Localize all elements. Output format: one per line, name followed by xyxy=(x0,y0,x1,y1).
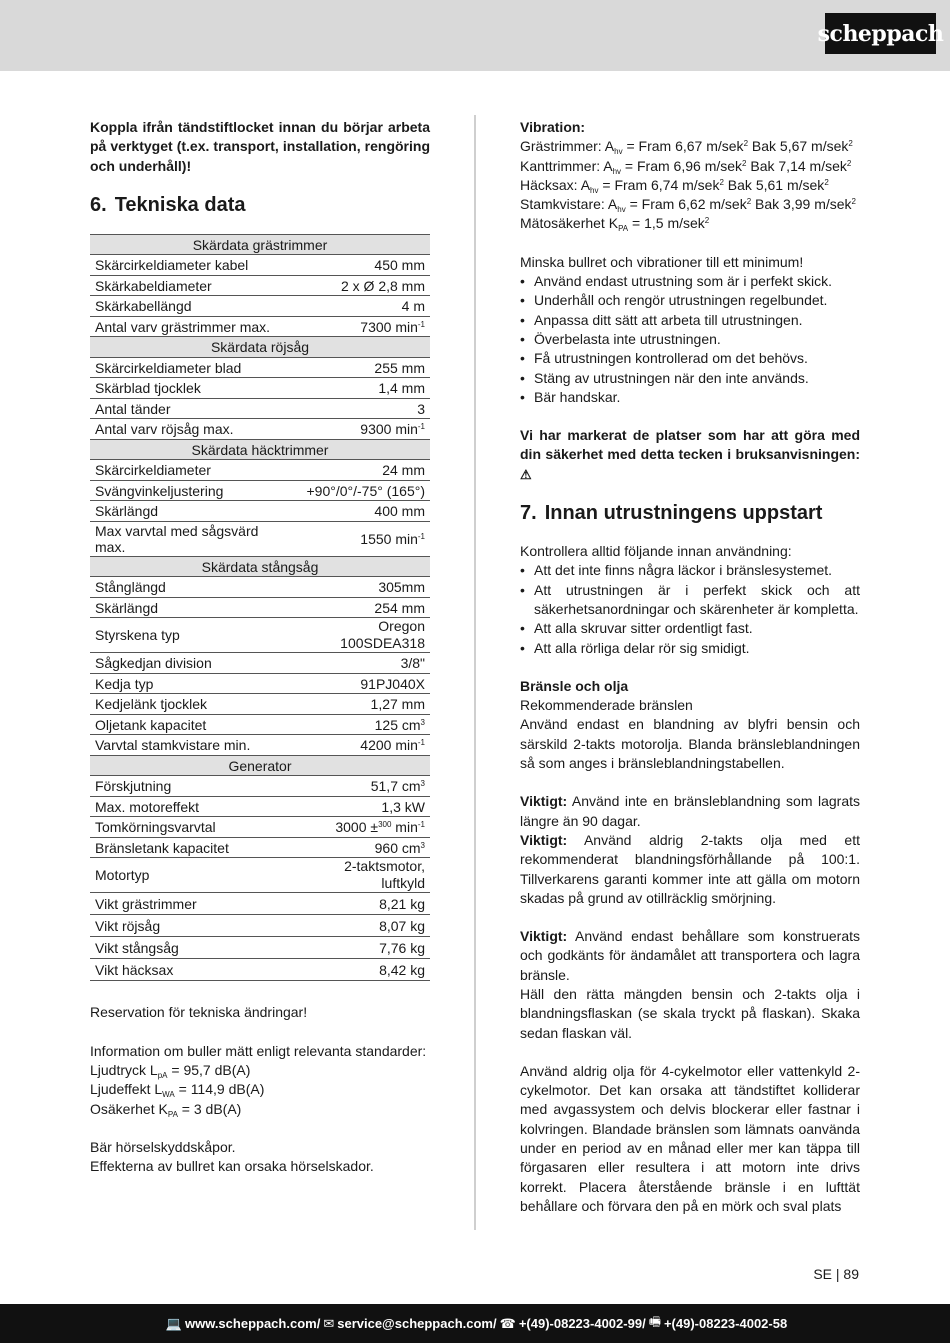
spec-value: 9300 $\min^{-1}$ xyxy=(290,419,430,440)
spec-section-row xyxy=(90,439,430,460)
spec-row xyxy=(90,937,430,959)
spec-row xyxy=(90,893,430,915)
fuel-paragraph: Använd aldrig olja för 4-cykelmotor eller vattenkyld 2-cykelmotor. Det kan orsaka att tändstiftet kolliderar med avgassystem och delvis blockerar eller fastnar i kolvringen. Blandade bränslen som lämnats oanvända under en period av en månad eller mer kan täppa till förgasaren eller resultera i att motorn inte drivs korrekt. Placera återstående bränsle i en lufttät behållare och förvara den på en mörk och sval plats xyxy=(520,1062,860,1214)
spec-section-header: Skärdata stångsåg xyxy=(90,556,430,577)
spec-section-row xyxy=(90,337,430,358)
list-item: • Stäng av utrustningen när den inte används. xyxy=(520,369,860,388)
spec-value: 255 mm xyxy=(290,357,430,378)
spec-value: 1550 $\min^{-1}$ xyxy=(290,521,430,556)
spec-label: Vikt stångsåg xyxy=(90,937,290,959)
vibration-line: Stamkvistare: $A_{hv}$ = Fram 6,62 m/sek$^2$ Bak 3,99 m/sek$^2$ xyxy=(520,196,856,215)
section-6-heading xyxy=(90,193,430,217)
spec-value: 24 mm xyxy=(290,460,430,481)
spec-label: Skärcirkeldiameter blad xyxy=(90,357,290,378)
spec-row xyxy=(90,275,430,296)
left-column xyxy=(90,118,430,1176)
spec-label: Skärkabeldiameter xyxy=(90,275,290,296)
spec-label: Varvtal stamkvistare min. xyxy=(90,735,290,756)
check-list xyxy=(520,561,860,657)
footer-separator: / xyxy=(493,1316,497,1331)
ear-protection-note: Bär hörselskyddskåpor. xyxy=(90,1138,236,1155)
list-item: • Att utrustningen är i perfekt skick och att säkerhetsanordningar och skärenheter är kompletta. xyxy=(520,581,860,620)
page-number: SE | 89 xyxy=(813,1266,859,1282)
spec-label: Skärcirkeldiameter xyxy=(90,460,290,481)
spec-row xyxy=(90,378,430,399)
spec-value: 3000 ±$^{300}$ $\min^{-1}$ xyxy=(290,817,430,838)
list-item: • Anpassa ditt sätt att arbeta till utrustningen. xyxy=(520,311,860,330)
spec-label: Förskjutning xyxy=(90,776,290,797)
spec-label: Kedja typ xyxy=(90,673,290,694)
noise-line: Osäkerhet $K_{PA} = 3$ dB(A) xyxy=(90,1100,242,1119)
scheppach-logo xyxy=(817,13,944,54)
spec-label: Skärcirkeldiameter kabel xyxy=(90,255,290,276)
important-note: Viktigt: Använd aldrig 2-takts olja med ett rekommenderat blandningsförhållande på 100:1. Tillverkarens garanti kommer inte att gälla om motorn skadas på grund av otillräcklig smörjning. xyxy=(520,831,860,906)
fuel-paragraph: Använd endast en blandning av blyfri bensin och särskild 2-takts motorolja. Blanda bränsleblandningen så som anges i bränsleblandningstabellen. xyxy=(520,716,860,772)
spec-section-row xyxy=(90,234,430,255)
spec-value: 125 $cm^3$ xyxy=(290,714,430,735)
footer-bar xyxy=(0,1304,950,1343)
spec-value: +90°/0°/-75° (165°) xyxy=(290,480,430,501)
spec-value: 2 x Ø 2,8 mm xyxy=(290,275,430,296)
important-note: Viktigt: Använd inte en bränsleblandning som lagrats längre än 90 dagar. xyxy=(520,793,860,829)
spec-label: Oljetank kapacitet xyxy=(90,714,290,735)
spec-section-row xyxy=(90,556,430,577)
list-item: • Använd endast utrustning som är i perfekt skick. xyxy=(520,272,860,291)
spec-value: 400 mm xyxy=(290,501,430,522)
safety-marking-note: Vi har markerat de platser som har att göra med din säkerhet med detta tecken i bruksanvisningen: ⚠ xyxy=(520,427,860,482)
spec-row xyxy=(90,577,430,598)
check-intro: Kontrollera alltid följande innan användning: xyxy=(520,543,792,560)
reduce-intro: Minska bullret och vibrationer till ett minimum! xyxy=(520,253,804,270)
spec-value: 8,07 kg xyxy=(290,915,430,937)
spec-label: Tomkörningsvarvtal xyxy=(90,817,290,838)
spec-label: Antal varv grästrimmer max. xyxy=(90,316,290,337)
noise-line: Ljudtryck $L_{pA} = 95,7$ dB(A) xyxy=(90,1061,251,1080)
email-link[interactable]: service@scheppach.com xyxy=(337,1316,493,1331)
list-item: • Överbelasta inte utrustningen. xyxy=(520,330,860,349)
spec-row xyxy=(90,521,430,556)
spec-row xyxy=(90,501,430,522)
spec-label: Vikt grästrimmer xyxy=(90,893,290,915)
vibration-line: Kanttrimmer: $A_{hv}$ = Fram 6,96 m/sek$^2$ Bak 7,14 m/sek$^2$ xyxy=(520,157,852,176)
hearing-damage-note: Effekterna av bullret kan orsaka hörselskador. xyxy=(90,1158,374,1175)
spec-label: Vikt häcksax xyxy=(90,959,290,981)
phone-number: +(49)-08223-4002-99 xyxy=(518,1316,643,1331)
spec-table xyxy=(90,234,430,982)
spec-value: 8,42 kg xyxy=(290,959,430,981)
spec-label: Antal varv röjsåg max. xyxy=(90,419,290,440)
spec-label: Antal tänder xyxy=(90,398,290,419)
spec-label: Svängvinkeljustering xyxy=(90,480,290,501)
spec-section-row xyxy=(90,755,430,776)
spec-row xyxy=(90,694,430,715)
spec-row xyxy=(90,776,430,797)
spec-row xyxy=(90,735,430,756)
spec-label: Skärblad tjocklek xyxy=(90,378,290,399)
spec-value: 2-taktsmotor, luftkyld xyxy=(290,858,430,893)
logo-text: scheppach xyxy=(817,20,944,47)
spec-row xyxy=(90,653,430,674)
spec-value: 7300 $\min^{-1}$ xyxy=(290,316,430,337)
intro-warning: Koppla ifrån tändstiftlocket innan du börjar arbeta på verktyget (t.ex. transport, installation, rengöring och underhåll)! xyxy=(90,119,430,174)
vibration-line: Grästrimmer: $A_{hv}$ = Fram 6,67 m/sek$^2$ Bak 5,67 m/sek$^2$ xyxy=(520,138,853,157)
spec-label: Kedjelänk tjocklek xyxy=(90,694,290,715)
spec-label: Skärlängd xyxy=(90,597,290,618)
phone-icon: ☎ xyxy=(499,1315,516,1331)
list-item: • Få utrustningen kontrollerad om det behövs. xyxy=(520,349,860,368)
list-item: • Att alla skruvar sitter ordentligt fast. xyxy=(520,619,860,638)
footer-separator: / xyxy=(316,1316,321,1331)
spec-row xyxy=(90,837,430,858)
spec-value: 960 $cm^3$ xyxy=(290,837,430,858)
important-note: Viktigt: Använd endast behållare som konstruerats och godkänts för ändamålet att transportera och lagra bränsle. xyxy=(520,928,860,983)
section-7-heading xyxy=(520,501,860,525)
section-title: Tekniska data xyxy=(114,193,246,216)
list-item: • Underhåll och rengör utrustningen regelbundet. xyxy=(520,291,860,310)
spec-row xyxy=(90,858,430,893)
section-number: 7. xyxy=(520,502,537,525)
mail-icon: ✉ xyxy=(323,1315,335,1331)
spec-value: 305mm xyxy=(290,577,430,598)
spec-value: 4 m xyxy=(290,296,430,317)
fuel-subtitle: Rekommenderade bränslen xyxy=(520,697,693,714)
spec-value: 1,3 kW xyxy=(290,796,430,817)
header-bar xyxy=(0,0,950,71)
section-title: Innan utrustningens uppstart xyxy=(544,502,823,525)
spec-row xyxy=(90,714,430,735)
website-link[interactable]: www.scheppach.com xyxy=(184,1316,317,1331)
spec-value: 1,4 mm xyxy=(290,378,430,399)
spec-label: Max. motoreffekt xyxy=(90,796,290,817)
spec-row xyxy=(90,673,430,694)
spec-row xyxy=(90,255,430,276)
footer-separator: / xyxy=(642,1316,646,1331)
spec-label: Skärlängd xyxy=(90,501,290,522)
spec-row xyxy=(90,597,430,618)
reduce-list xyxy=(520,272,860,407)
spec-value: 1,27 mm xyxy=(290,694,430,715)
spec-value: 3/8" xyxy=(290,653,430,674)
spec-row xyxy=(90,959,430,981)
spec-value: 8,21 kg xyxy=(290,893,430,915)
spec-value: Oregon 100SDEA318 xyxy=(290,618,430,653)
spec-row xyxy=(90,460,430,481)
spec-value: 91PJ040X xyxy=(290,673,430,694)
spec-value: 4200 $\min^{-1}$ xyxy=(290,735,430,756)
spec-label: Sågkedjan division xyxy=(90,653,290,674)
fuel-title: Bränsle och olja xyxy=(520,677,629,694)
warning-triangle-icon: ⚠ xyxy=(520,466,532,482)
spec-label: Max varvtal med sågsvärd max. xyxy=(90,521,290,556)
spec-row xyxy=(90,316,430,337)
fax-icon: 🖷 xyxy=(648,1313,661,1329)
spec-label: Styrskena typ xyxy=(90,618,290,653)
reservation-note: Reservation för tekniska ändringar! xyxy=(90,1004,308,1021)
spec-row xyxy=(90,296,430,317)
spec-section-header: Generator xyxy=(90,755,430,776)
spec-value: 3 xyxy=(290,398,430,419)
spec-label: Bränsletank kapacitet xyxy=(90,837,290,858)
spec-row xyxy=(90,618,430,653)
noise-intro: Information om buller mätt enligt relevanta standarder: xyxy=(90,1042,427,1059)
spec-value: 450 mm xyxy=(290,255,430,276)
list-item: • Att alla rörliga delar rör sig smidigt. xyxy=(520,639,860,658)
spec-value: 51,7 $cm^3$ xyxy=(290,776,430,797)
section-number: 6. xyxy=(90,193,107,216)
spec-section-header: Skärdata häcktrimmer xyxy=(90,439,430,460)
noise-line: Ljudeffekt $L_{WA} = 114,9$ dB(A) xyxy=(90,1081,265,1100)
spec-value: 254 mm xyxy=(290,597,430,618)
vibration-title: Vibration: xyxy=(520,119,586,135)
fax-number: +(49)-08223-4002-58 xyxy=(663,1316,788,1331)
vibration-line: Mätosäkerhet $K_{PA} = 1,5$ m/sek$^2$ xyxy=(520,215,710,234)
spec-row xyxy=(90,817,430,838)
spec-label: Vikt röjsåg xyxy=(90,915,290,937)
list-item: • Bär handskar. xyxy=(520,388,860,407)
spec-section-header: Skärdata grästrimmer xyxy=(90,234,430,255)
right-column xyxy=(520,118,860,1216)
spec-row xyxy=(90,480,430,501)
list-item: • Att det inte finns några läckor i bränslesystemet. xyxy=(520,561,860,580)
spec-label: Motortyp xyxy=(90,858,290,893)
fuel-paragraph: Häll den rätta mängden bensin och 2-takts olja i blandningsflaskan (se skala tryckt på flaskan). Skaka sedan flaskan väl. xyxy=(520,985,860,1041)
spec-row xyxy=(90,796,430,817)
spec-row xyxy=(90,357,430,378)
column-divider xyxy=(474,115,476,1230)
spec-row xyxy=(90,419,430,440)
spec-row xyxy=(90,398,430,419)
spec-label: Stånglängd xyxy=(90,577,290,598)
computer-icon: 💻 xyxy=(165,1315,182,1331)
spec-row xyxy=(90,915,430,937)
spec-label: Skärkabellängd xyxy=(90,296,290,317)
spec-section-header: Skärdata röjsåg xyxy=(90,337,430,358)
vibration-line: Häcksax: $A_{hv}$ = Fram 6,74 m/sek$^2$ Bak 5,61 m/sek$^2$ xyxy=(520,176,829,195)
spec-value: 7,76 kg xyxy=(290,937,430,959)
